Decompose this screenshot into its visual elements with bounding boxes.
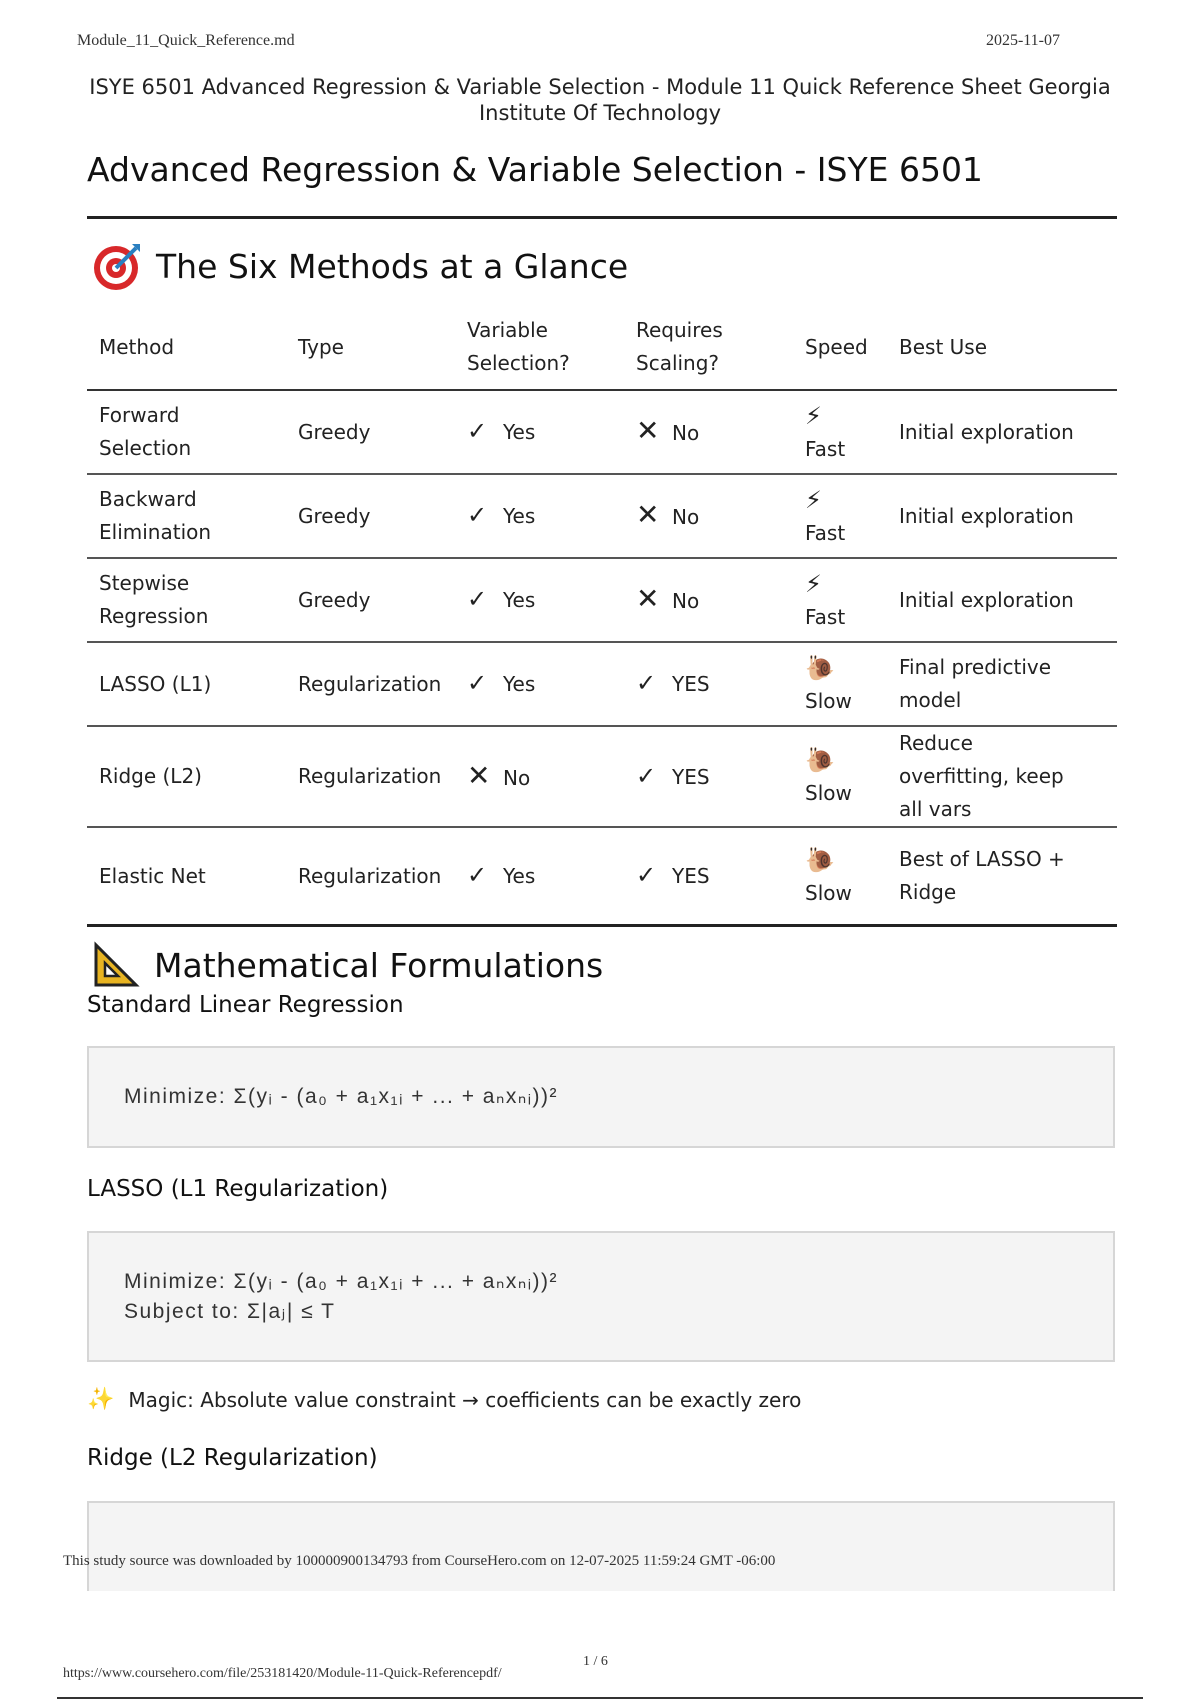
requires-scaling-value: YES bbox=[672, 672, 710, 696]
table-row bbox=[87, 642, 1117, 726]
cell-variable-selection bbox=[455, 390, 624, 474]
lightning-icon: ⚡ bbox=[805, 485, 822, 514]
header-filename: Module_11_Quick_Reference.md bbox=[77, 32, 295, 49]
best-use-value: Final predictive model bbox=[899, 655, 1052, 712]
cell-best-use bbox=[887, 827, 1117, 926]
ridge-heading: Ridge (L2 Regularization) bbox=[87, 1445, 378, 1471]
standard-regression-heading: Standard Linear Regression bbox=[87, 992, 404, 1018]
lasso-note bbox=[87, 1387, 801, 1412]
cell-type: Greedy bbox=[286, 474, 455, 558]
snail-icon: 🐌 bbox=[805, 653, 835, 682]
table-row bbox=[87, 474, 1117, 558]
cell-variable-selection bbox=[455, 827, 624, 926]
cell-speed bbox=[793, 390, 887, 474]
check-icon: ✓ bbox=[467, 585, 488, 613]
cross-icon: ✕ bbox=[636, 582, 660, 615]
cell-requires-scaling bbox=[624, 827, 793, 926]
method-name: Ridge (L2) bbox=[99, 764, 202, 788]
section-methods-title: The Six Methods at a Glance bbox=[156, 246, 629, 286]
cell-speed bbox=[793, 558, 887, 642]
cross-icon: ✕ bbox=[636, 414, 660, 447]
cross-icon: ✕ bbox=[467, 758, 491, 792]
table-row bbox=[87, 726, 1117, 827]
cell-speed bbox=[793, 726, 887, 827]
title-divider bbox=[87, 216, 1117, 219]
variable-selection-value: Yes bbox=[503, 504, 536, 528]
requires-scaling-value: No bbox=[672, 421, 700, 445]
ridge-formula-box bbox=[87, 1501, 1115, 1591]
variable-selection-value: Yes bbox=[503, 420, 536, 444]
standard-formula-box bbox=[87, 1046, 1115, 1148]
header-date: 2025-11-07 bbox=[985, 32, 1060, 49]
cell-best-use bbox=[887, 390, 1117, 474]
lasso-formula-line-2: Subject to: Σ|aⱼ| ≤ T bbox=[124, 1300, 336, 1323]
cell-requires-scaling bbox=[624, 726, 793, 827]
lasso-formula-box bbox=[87, 1231, 1115, 1362]
cell-method bbox=[87, 726, 286, 827]
requires-scaling-value: YES bbox=[672, 864, 710, 888]
cell-variable-selection bbox=[455, 642, 624, 726]
method-name: Elastic Net bbox=[99, 863, 206, 888]
method-name: Forward Selection bbox=[99, 403, 192, 460]
check-icon: ✓ bbox=[467, 417, 488, 445]
check-icon: ✓ bbox=[636, 761, 657, 790]
page-title: Advanced Regression & Variable Selection - ISYE 6501 bbox=[87, 150, 983, 189]
table-header-row bbox=[87, 305, 1117, 390]
speed-value: Fast bbox=[805, 604, 846, 629]
standard-formula-line: Minimize: Σ(yᵢ - (a₀ + a₁x₁ᵢ + ... + aₙxₙᵢ))² bbox=[124, 1085, 558, 1108]
variable-selection-value: Yes bbox=[503, 588, 536, 612]
triangle-ruler-icon bbox=[92, 941, 140, 989]
section-methods-heading bbox=[92, 240, 628, 292]
variable-selection-value: Yes bbox=[503, 672, 536, 696]
method-name: Backward Elimination bbox=[99, 487, 212, 544]
cell-type: Regularization bbox=[286, 827, 455, 926]
cell-speed bbox=[793, 474, 887, 558]
speed-value: Slow bbox=[805, 781, 852, 805]
cell-requires-scaling bbox=[624, 474, 793, 558]
cross-icon: ✕ bbox=[636, 498, 660, 531]
sparkle-icon: ✨ bbox=[87, 1387, 115, 1412]
lasso-heading: LASSO (L1 Regularization) bbox=[87, 1176, 389, 1202]
col-requires-scaling bbox=[624, 305, 793, 390]
cell-variable-selection bbox=[455, 558, 624, 642]
section-math-title: Mathematical Formulations bbox=[154, 945, 604, 985]
target-icon bbox=[92, 240, 144, 292]
requires-scaling-value: No bbox=[672, 589, 700, 613]
col-requires-scaling-label: Requires Scaling? bbox=[636, 318, 723, 375]
variable-selection-value: No bbox=[503, 765, 531, 790]
col-type: Type bbox=[286, 305, 455, 390]
cell-best-use bbox=[887, 726, 1117, 827]
cell-best-use bbox=[887, 558, 1117, 642]
speed-value: Fast bbox=[805, 520, 846, 545]
speed-value: Slow bbox=[805, 880, 852, 905]
cell-variable-selection bbox=[455, 726, 624, 827]
best-use-value: Initial exploration bbox=[899, 503, 1074, 528]
method-name: Stepwise Regression bbox=[99, 571, 209, 628]
cell-speed bbox=[793, 827, 887, 926]
check-icon: ✓ bbox=[467, 861, 488, 889]
table-row bbox=[87, 390, 1117, 474]
cell-best-use bbox=[887, 642, 1117, 726]
cell-method bbox=[87, 474, 286, 558]
snail-icon: 🐌 bbox=[805, 845, 835, 874]
table-row bbox=[87, 827, 1117, 926]
page-number: 1 / 6 bbox=[583, 1654, 608, 1669]
check-icon: ✓ bbox=[636, 669, 657, 697]
col-variable-selection bbox=[455, 305, 624, 390]
document-title: ISYE 6501 Advanced Regression & Variable Selection - Module 11 Quick Reference Sheet Georgia Institute Of Technology bbox=[89, 75, 1111, 125]
best-use-value: Reduce overfitting, keep all vars bbox=[899, 731, 1064, 821]
cell-requires-scaling bbox=[624, 390, 793, 474]
cell-method bbox=[87, 558, 286, 642]
cell-method bbox=[87, 642, 286, 726]
speed-value: Slow bbox=[805, 688, 852, 713]
cell-requires-scaling bbox=[624, 642, 793, 726]
cell-type: Regularization bbox=[286, 726, 455, 827]
requires-scaling-value: YES bbox=[672, 764, 710, 789]
requires-scaling-value: No bbox=[672, 505, 700, 529]
cell-requires-scaling bbox=[624, 558, 793, 642]
col-variable-selection-label: Variable Selection? bbox=[467, 318, 570, 375]
table-row bbox=[87, 558, 1117, 642]
col-method: Method bbox=[87, 305, 286, 390]
lightning-icon: ⚡ bbox=[805, 401, 822, 430]
best-use-value: Initial exploration bbox=[899, 419, 1074, 444]
footer-divider bbox=[57, 1697, 1143, 1699]
cell-type: Regularization bbox=[286, 642, 455, 726]
best-use-value: Best of LASSO + Ridge bbox=[899, 847, 1065, 904]
source-url[interactable]: https://www.coursehero.com/file/253181420/Module-11-Quick-Referencepdf/ bbox=[63, 1666, 502, 1681]
variable-selection-value: Yes bbox=[503, 864, 536, 888]
lasso-note-text: Magic: Absolute value constraint → coefficients can be exactly zero bbox=[128, 1387, 802, 1412]
col-best-use: Best Use bbox=[887, 305, 1117, 390]
check-icon: ✓ bbox=[636, 861, 657, 889]
snail-icon: 🐌 bbox=[805, 746, 835, 774]
check-icon: ✓ bbox=[467, 669, 488, 697]
cell-type: Greedy bbox=[286, 390, 455, 474]
cell-method bbox=[87, 390, 286, 474]
cell-variable-selection bbox=[455, 474, 624, 558]
lightning-icon: ⚡ bbox=[805, 569, 822, 598]
cell-method bbox=[87, 827, 286, 926]
cell-speed bbox=[793, 642, 887, 726]
cell-type: Greedy bbox=[286, 558, 455, 642]
method-name: LASSO (L1) bbox=[99, 671, 212, 696]
best-use-value: Initial exploration bbox=[899, 587, 1074, 612]
col-speed: Speed bbox=[793, 305, 887, 390]
cell-best-use bbox=[887, 474, 1117, 558]
check-icon: ✓ bbox=[467, 501, 488, 529]
lasso-formula-line-1: Minimize: Σ(yᵢ - (a₀ + a₁x₁ᵢ + ... + aₙxₙᵢ))² bbox=[124, 1270, 558, 1293]
speed-value: Fast bbox=[805, 436, 846, 461]
section-math-heading bbox=[92, 941, 603, 989]
methods-table bbox=[87, 305, 1117, 927]
source-notice: This study source was downloaded by 100000900134793 from CourseHero.com on 12-07-2025 11:59:24 GMT -06:00 bbox=[63, 1553, 776, 1569]
